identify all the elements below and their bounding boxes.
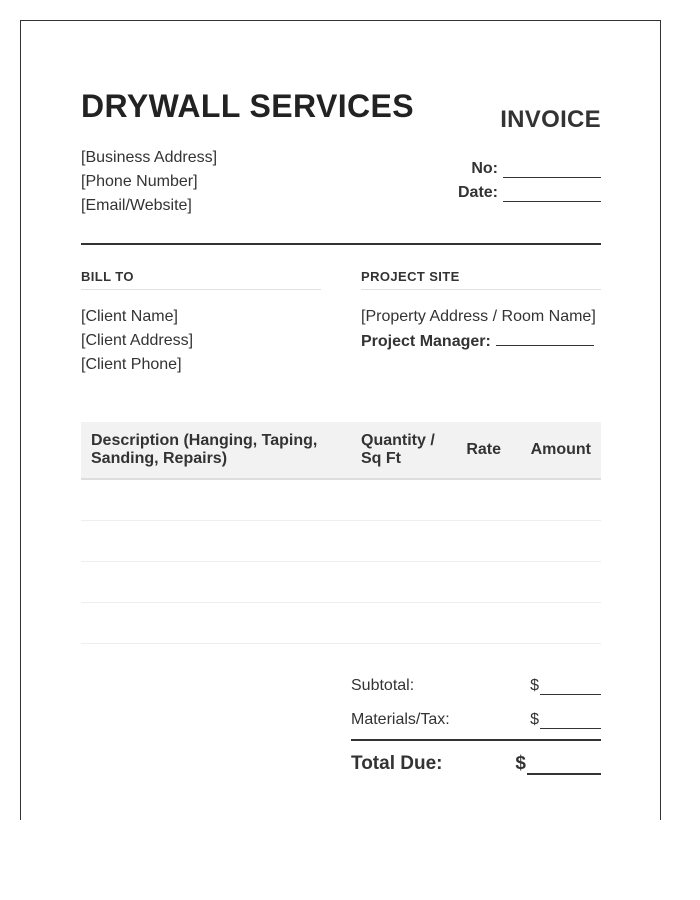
subtotal-field[interactable]	[540, 678, 601, 695]
client-address: [Client Address]	[81, 332, 194, 349]
currency-symbol: $	[515, 753, 526, 774]
column-header-rate: Rate	[451, 422, 511, 479]
table-header-row	[81, 422, 601, 479]
table-cell[interactable]	[81, 603, 351, 644]
table-cell[interactable]	[81, 562, 351, 603]
project-manager-field[interactable]	[496, 329, 594, 346]
column-header-amount: Amount	[511, 422, 601, 479]
header-divider	[81, 243, 601, 245]
business-email-website: [Email/Website]	[81, 197, 192, 214]
table-cell[interactable]	[451, 603, 511, 644]
table-cell[interactable]	[451, 479, 511, 521]
currency-symbol: $	[530, 677, 539, 694]
table-row	[81, 521, 601, 562]
column-header-quantity: Quantity / Sq Ft	[351, 422, 451, 479]
table-cell[interactable]	[451, 521, 511, 562]
bill-to-block	[81, 305, 193, 377]
subtotal-row	[351, 671, 601, 695]
subtotal-value	[530, 677, 601, 695]
invoice-date-field[interactable]	[503, 185, 601, 202]
table-cell[interactable]	[351, 479, 451, 521]
totals-block	[351, 671, 601, 775]
invoice-date-label: Date:	[457, 184, 498, 201]
materials-tax-label: Materials/Tax:	[351, 711, 450, 728]
business-name: DRYWALL SERVICES	[81, 88, 414, 124]
invoice-number-row	[458, 157, 601, 181]
totals-divider	[351, 739, 601, 741]
column-header-description: Description (Hanging, Taping, Sanding, Repairs)	[81, 422, 351, 479]
table-cell[interactable]	[81, 479, 351, 521]
line-items-table	[81, 422, 601, 644]
business-address: [Business Address]	[81, 149, 218, 166]
invoice-meta	[458, 157, 601, 205]
invoice-date-row	[458, 181, 601, 205]
table-cell[interactable]	[511, 562, 601, 603]
invoice-title: INVOICE	[500, 106, 601, 133]
table-row	[81, 479, 601, 521]
project-site-block	[361, 305, 596, 354]
total-due-value	[515, 753, 601, 775]
invoice-number-field[interactable]	[503, 161, 601, 178]
invoice-number-label: No:	[471, 160, 498, 177]
business-phone: [Phone Number]	[81, 173, 198, 190]
currency-symbol: $	[530, 711, 539, 728]
project-manager-row	[361, 329, 596, 354]
table-cell[interactable]	[81, 521, 351, 562]
materials-tax-field[interactable]	[540, 712, 601, 729]
materials-tax-row	[351, 705, 601, 729]
table-cell[interactable]	[351, 562, 451, 603]
client-name: [Client Name]	[81, 308, 178, 325]
table-cell[interactable]	[451, 562, 511, 603]
project-manager-label: Project Manager:	[361, 333, 491, 350]
property-address: [Property Address / Room Name]	[361, 308, 596, 325]
table-cell[interactable]	[351, 521, 451, 562]
business-contact-block	[81, 146, 217, 218]
materials-tax-value	[530, 711, 601, 729]
total-due-row	[351, 753, 601, 775]
bill-to-heading: BILL TO	[81, 269, 321, 290]
invoice-page	[20, 20, 661, 820]
table-row	[81, 562, 601, 603]
total-due-field[interactable]	[527, 754, 601, 775]
table-cell[interactable]	[511, 521, 601, 562]
table-cell[interactable]	[351, 603, 451, 644]
project-site-heading: PROJECT SITE	[361, 269, 601, 290]
table-cell[interactable]	[511, 603, 601, 644]
total-due-label: Total Due:	[351, 753, 443, 774]
table-row	[81, 603, 601, 644]
subtotal-label: Subtotal:	[351, 677, 415, 694]
client-phone: [Client Phone]	[81, 356, 182, 373]
table-cell[interactable]	[511, 479, 601, 521]
